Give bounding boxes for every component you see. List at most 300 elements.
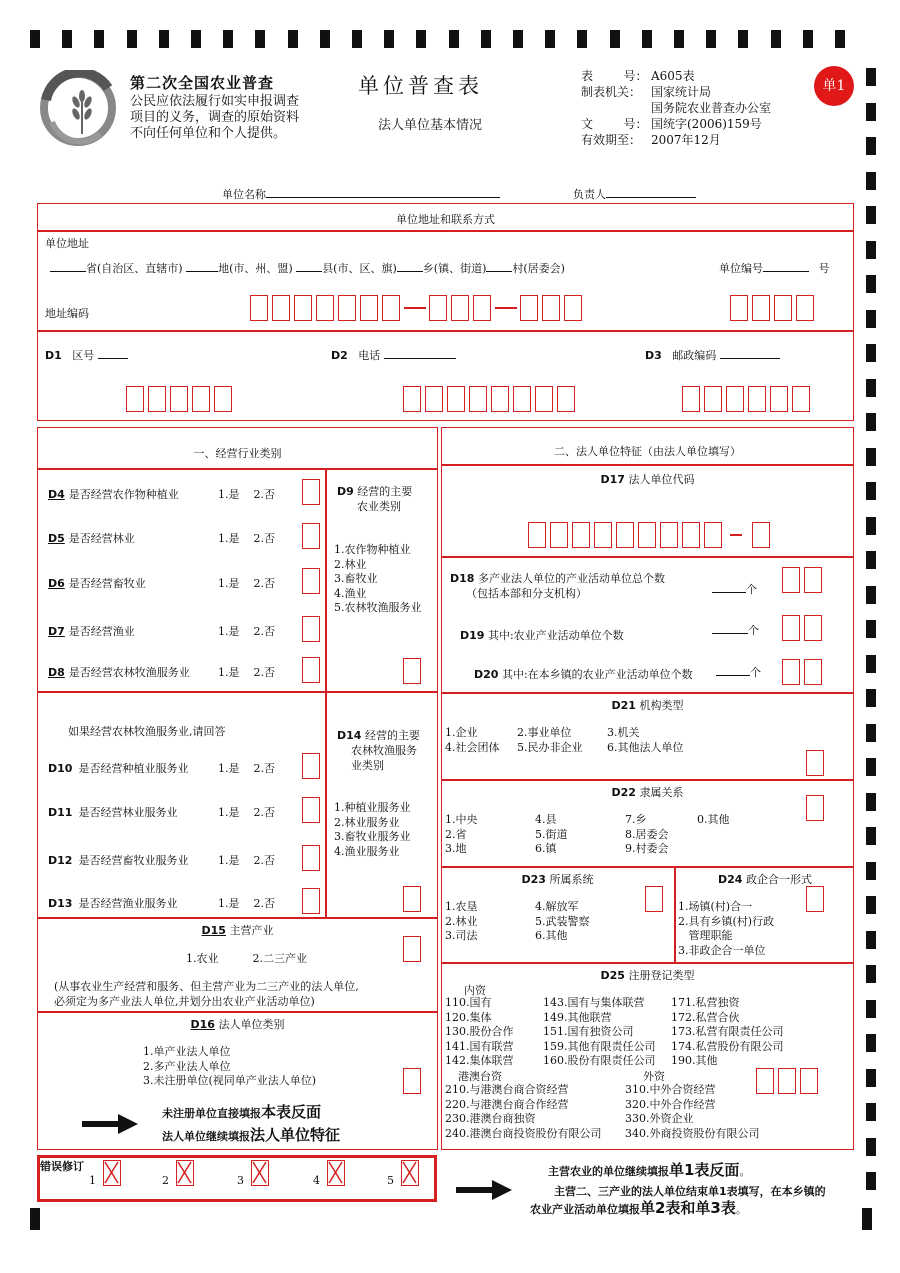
notice-line: 不向任何单位和个人提供。 bbox=[130, 126, 287, 141]
d22-code: D22 bbox=[611, 786, 636, 799]
d19-row bbox=[460, 627, 624, 643]
question-row bbox=[48, 852, 188, 868]
d22-option: 5.街道 bbox=[535, 827, 568, 841]
phone-cells[interactable] bbox=[403, 386, 579, 412]
form-subtitle: 法人单位基本情况 bbox=[378, 118, 483, 133]
d16-option: 3.未注册单位(视同单产业法人单位) bbox=[143, 1074, 317, 1087]
d16-option: 1.单产业法人单位 bbox=[143, 1045, 231, 1058]
option-yes: 1.是 bbox=[218, 806, 240, 819]
head-label: 负责人 bbox=[573, 188, 606, 201]
d23-option: 3.司法 bbox=[445, 929, 478, 942]
entity-code-cells[interactable] bbox=[528, 522, 774, 548]
option-yes: 1.是 bbox=[218, 854, 240, 867]
d25-domestic-row bbox=[445, 1011, 784, 1026]
d23-option: 4.解放军 bbox=[535, 900, 579, 913]
timing-mark bbox=[866, 482, 876, 500]
d21-option: 5.民办非企业 bbox=[517, 740, 583, 754]
d22-label: 隶属关系 bbox=[639, 786, 684, 799]
d25-option: 151.国有独资公司 bbox=[543, 1025, 634, 1038]
question-code: D7 bbox=[48, 625, 65, 638]
timing-mark bbox=[449, 30, 459, 48]
d14-title-line: 农林牧渔服务 bbox=[351, 744, 417, 757]
d25-option: 190.其他 bbox=[671, 1054, 718, 1067]
address-code-label: 地址编码 bbox=[45, 307, 89, 320]
timing-mark bbox=[513, 30, 523, 48]
d2-row bbox=[331, 347, 456, 363]
meta-label: 文 号： bbox=[581, 117, 648, 131]
d20-row bbox=[474, 666, 693, 682]
question-code: D5 bbox=[48, 532, 65, 545]
d25-option: 142.集体联营 bbox=[445, 1054, 514, 1067]
d14-option: 1.种植业服务业 bbox=[334, 801, 411, 814]
option-yes: 1.是 bbox=[218, 532, 240, 545]
option-no: 2.否 bbox=[253, 666, 275, 679]
option-yes: 1.是 bbox=[218, 666, 240, 679]
address-label: 单位地址 bbox=[45, 237, 89, 250]
d9-options bbox=[334, 543, 422, 616]
d25-domestic-label: 内资 bbox=[464, 984, 486, 997]
head-field[interactable] bbox=[606, 197, 696, 198]
d24-option: 管理职能 bbox=[678, 929, 733, 942]
timing-mark bbox=[352, 30, 362, 48]
timing-mark bbox=[866, 586, 876, 604]
d24-code: D24 bbox=[718, 873, 743, 886]
question-text: 是否经营畜牧业 bbox=[68, 577, 146, 590]
d22-option: 7.乡 bbox=[625, 813, 647, 826]
d23-label: 所属系统 bbox=[549, 873, 594, 886]
footer-line3-big: 单2表和单3表 bbox=[640, 1199, 736, 1217]
question-text: 是否经营种植业服务业 bbox=[78, 762, 189, 775]
d16-answer-box[interactable] bbox=[403, 1068, 421, 1094]
instr1-big: 本表反面 bbox=[261, 1103, 322, 1121]
timing-mark bbox=[159, 30, 169, 48]
meta-value: 2007年12月 bbox=[651, 133, 721, 147]
timing-mark bbox=[577, 30, 587, 48]
d23-answer-box[interactable] bbox=[645, 886, 663, 912]
timing-mark bbox=[866, 620, 876, 638]
d1-code: D1 bbox=[45, 349, 62, 362]
d14-title-line: 业类别 bbox=[351, 759, 384, 772]
unit-name-field[interactable] bbox=[266, 197, 500, 198]
d18-text: 多产业法人单位的产业活动单位总个数 bbox=[477, 572, 665, 585]
confidentiality-notice bbox=[130, 94, 299, 142]
d9-option: 3.畜牧业 bbox=[334, 572, 378, 585]
option-no: 2.否 bbox=[253, 625, 275, 638]
question-answer-box[interactable] bbox=[302, 753, 320, 779]
d25-option: 171.私营独资 bbox=[671, 996, 740, 1009]
question-text: 是否经营林业 bbox=[68, 532, 135, 545]
meta-label: 表 号： bbox=[581, 69, 648, 83]
d25-option: 159.其他有限责任公司 bbox=[543, 1039, 656, 1053]
d3-row bbox=[645, 347, 780, 363]
d15-note-line: 必须定为多产业法人单位,并划分出农业产业活动单位) bbox=[54, 995, 315, 1008]
form-title: 单位普查表 bbox=[358, 74, 483, 98]
d22-option: 6.镇 bbox=[535, 842, 557, 855]
d21-label: 机构类型 bbox=[639, 699, 684, 712]
timing-mark bbox=[416, 30, 426, 48]
d15-option: 2.二三产业 bbox=[252, 952, 307, 965]
yes-no-options bbox=[218, 575, 275, 591]
d25-other-row bbox=[445, 1083, 760, 1098]
meta-value: 国统字(2006)159号 bbox=[651, 117, 762, 131]
question-row bbox=[48, 895, 177, 911]
form-badge bbox=[814, 66, 854, 106]
footer-line1-end: 。 bbox=[739, 1165, 751, 1178]
addr-part-county: 县(市、区、旗) bbox=[322, 262, 397, 275]
d15-code: D15 bbox=[201, 924, 226, 937]
d25-option: 141.国有联营 bbox=[445, 1039, 514, 1053]
d2-label: 电话 bbox=[358, 349, 381, 362]
d25-domestic-row bbox=[445, 1040, 784, 1055]
timing-mark bbox=[320, 30, 330, 48]
d22-option: 1.中央 bbox=[445, 813, 478, 826]
footer-arrow-icon bbox=[456, 1178, 512, 1205]
d23-code: D23 bbox=[521, 873, 546, 886]
d21-options bbox=[445, 726, 684, 755]
d19-code: D19 bbox=[460, 629, 485, 642]
d16-options bbox=[143, 1045, 316, 1089]
d18-unit-label: 个 bbox=[746, 583, 757, 596]
address-code-cells[interactable] bbox=[250, 295, 586, 321]
timing-mark bbox=[866, 206, 876, 224]
d22-title bbox=[441, 784, 854, 800]
d24-answer-box[interactable] bbox=[806, 886, 824, 912]
timing-mark bbox=[255, 30, 265, 48]
d2-code: D2 bbox=[331, 349, 348, 362]
yes-no-options bbox=[218, 664, 275, 680]
d23-option: 2.林业 bbox=[445, 914, 478, 928]
timing-mark bbox=[866, 344, 876, 362]
error-checkbox[interactable] bbox=[103, 1160, 121, 1186]
d25-option: 172.私营合伙 bbox=[671, 1010, 740, 1024]
yes-no-options bbox=[218, 486, 275, 502]
option-yes: 1.是 bbox=[218, 897, 240, 910]
timing-mark bbox=[866, 1000, 876, 1018]
timing-mark bbox=[866, 103, 876, 121]
timing-mark bbox=[866, 758, 876, 776]
meta-value: 国务院农业普查办公室 bbox=[651, 101, 772, 115]
addr-part-city: 地(市、州、盟) bbox=[218, 262, 293, 275]
d25-title bbox=[441, 967, 854, 983]
d14-code: D14 bbox=[337, 729, 362, 742]
legal-section-note: （由法人单位填写） bbox=[642, 445, 741, 458]
timing-mark bbox=[610, 30, 620, 48]
d25-option: 143.国有与集体联营 bbox=[543, 996, 645, 1009]
address-parts bbox=[50, 260, 565, 276]
d24-option: 3.非政企合一单位 bbox=[678, 943, 766, 957]
question-answer-box[interactable] bbox=[302, 479, 320, 505]
timing-mark bbox=[866, 1069, 876, 1087]
d18-row bbox=[450, 571, 665, 601]
question-code: D4 bbox=[48, 488, 65, 501]
d14-answer-box[interactable] bbox=[403, 886, 421, 912]
timing-mark bbox=[866, 896, 876, 914]
question-text: 是否经营农林牧渔服务业 bbox=[68, 666, 190, 679]
d25-option: 173.私营有限责任公司 bbox=[671, 1025, 784, 1038]
timing-mark bbox=[866, 931, 876, 949]
footer-line1-small: 主营农业的单位继续填报 bbox=[548, 1165, 669, 1178]
postcode-cells[interactable] bbox=[682, 386, 814, 412]
census-title: 第二次全国农业普查 bbox=[130, 74, 275, 92]
d24-options bbox=[678, 900, 774, 958]
yes-no-options bbox=[218, 895, 275, 911]
yes-no-options bbox=[218, 804, 275, 820]
d3-label: 邮政编码 bbox=[672, 349, 717, 362]
d15-answer-box[interactable] bbox=[403, 936, 421, 962]
question-answer-box[interactable] bbox=[302, 616, 320, 642]
timing-mark bbox=[866, 379, 876, 397]
instruction-line-2 bbox=[162, 1124, 340, 1145]
question-answer-box[interactable] bbox=[302, 523, 320, 549]
d15-note-line: (从事农业生产经营和服务、但主营产业为二三产业的法人单位, bbox=[54, 980, 359, 993]
d16-title bbox=[37, 1016, 438, 1032]
d19-text: 其中:农业产业活动单位个数 bbox=[487, 629, 624, 642]
meta-value: 国家统计局 bbox=[651, 85, 712, 99]
question-answer-box[interactable] bbox=[302, 657, 320, 683]
head-row bbox=[573, 186, 696, 202]
d25-domestic-row bbox=[445, 996, 784, 1011]
question-text: 是否经营畜牧业服务业 bbox=[78, 854, 189, 867]
d21-title bbox=[441, 697, 854, 713]
d23-option: 6.其他 bbox=[535, 929, 568, 942]
area-code-cells[interactable] bbox=[126, 386, 236, 412]
unit-name-label: 单位名称 bbox=[222, 188, 266, 201]
timing-mark bbox=[866, 655, 876, 673]
error-number: 2 bbox=[162, 1174, 169, 1187]
d25-option: 110.国有 bbox=[445, 996, 492, 1009]
timing-mark bbox=[803, 30, 813, 48]
timing-mark bbox=[866, 827, 876, 845]
timing-mark bbox=[866, 310, 876, 328]
d1-row bbox=[45, 347, 128, 363]
d14-title-line: 经营的主要 bbox=[364, 729, 420, 742]
arrow-icon bbox=[82, 1112, 138, 1139]
timing-mark bbox=[384, 30, 394, 48]
d9-option: 4.渔业 bbox=[334, 586, 367, 600]
d18-code: D18 bbox=[450, 572, 475, 585]
d3-code: D3 bbox=[645, 349, 662, 362]
d15-label: 主营产业 bbox=[229, 924, 274, 937]
question-row bbox=[48, 804, 177, 820]
question-text: 是否经营渔业服务业 bbox=[78, 897, 178, 910]
error-checkbox[interactable] bbox=[327, 1160, 345, 1186]
d16-option: 2.多产业法人单位 bbox=[143, 1059, 231, 1073]
d16-label: 法人单位类别 bbox=[218, 1018, 285, 1031]
footer-line-1 bbox=[548, 1159, 750, 1180]
option-yes: 1.是 bbox=[218, 488, 240, 501]
d20-unit-label: 个 bbox=[750, 666, 761, 679]
option-yes: 1.是 bbox=[218, 762, 240, 775]
census-logo bbox=[38, 70, 124, 146]
d22-option: 0.其他 bbox=[697, 813, 730, 826]
d16-code: D16 bbox=[190, 1018, 215, 1031]
d14-options bbox=[334, 801, 411, 859]
d25-option: 160.股份有限责任公司 bbox=[543, 1054, 656, 1067]
timing-mark bbox=[481, 30, 491, 48]
unit-number-suffix: 号 bbox=[818, 262, 830, 275]
d25-cells[interactable] bbox=[756, 1068, 822, 1094]
timing-mark bbox=[866, 551, 876, 569]
legal-section-title-text: 二、法人单位特征 bbox=[554, 445, 642, 458]
d25-other-row bbox=[445, 1127, 760, 1142]
d19-cells[interactable] bbox=[782, 615, 826, 641]
question-code: D12 bbox=[48, 854, 73, 867]
timing-mark bbox=[866, 68, 876, 86]
legal-section-title bbox=[441, 443, 854, 459]
d21-option: 3.机关 bbox=[607, 726, 640, 739]
timing-mark bbox=[866, 1138, 876, 1156]
timing-mark bbox=[866, 1103, 876, 1121]
d19-unit-label: 个 bbox=[748, 624, 759, 637]
d25-option: 240.港澳台商投资股份有限公司 bbox=[445, 1126, 602, 1140]
d18-sub: （包括本部和分支机构） bbox=[466, 587, 587, 600]
d21-answer-box[interactable] bbox=[806, 750, 824, 776]
error-checkbox[interactable] bbox=[176, 1160, 194, 1186]
question-text: 是否经营林业服务业 bbox=[78, 806, 178, 819]
unit-number-label: 单位编号 bbox=[719, 262, 763, 275]
d19-unit bbox=[712, 622, 759, 638]
d20-unit bbox=[716, 664, 761, 680]
footer-line3-end: 。 bbox=[735, 1203, 747, 1216]
footer-line1-big: 单1表反面 bbox=[669, 1161, 740, 1179]
d1-label: 区号 bbox=[72, 349, 95, 362]
addr-part-town: 乡(镇、街道) bbox=[422, 262, 487, 275]
error-number: 5 bbox=[387, 1174, 394, 1187]
d20-text: 其中:在本乡镇的农业产业活动单位个数 bbox=[501, 668, 693, 681]
d17-label: 法人单位代码 bbox=[628, 473, 695, 486]
yes-no-options bbox=[218, 852, 275, 868]
timing-mark bbox=[866, 1172, 876, 1190]
question-row bbox=[48, 664, 190, 680]
notice-line: 公民应依法履行如实申报调查 bbox=[130, 94, 300, 109]
timing-mark bbox=[866, 413, 876, 431]
notice-line: 项目的义务，调查的原始资料 bbox=[130, 110, 300, 125]
question-answer-box[interactable] bbox=[302, 797, 320, 823]
error-checkbox[interactable] bbox=[401, 1160, 419, 1186]
yes-no-options bbox=[218, 760, 275, 776]
timing-mark bbox=[191, 30, 201, 48]
d23-option: 1.农垦 bbox=[445, 900, 478, 913]
yes-no-options bbox=[218, 530, 275, 546]
d22-option: 9.村委会 bbox=[625, 842, 669, 855]
d25-other-list bbox=[445, 1083, 760, 1141]
d14-title bbox=[337, 728, 420, 773]
question-code: D13 bbox=[48, 897, 73, 910]
d25-other-row bbox=[445, 1098, 760, 1113]
d9-option: 1.农作物种植业 bbox=[334, 543, 411, 556]
addr-part-village: 村(居委会) bbox=[512, 262, 565, 275]
question-answer-box[interactable] bbox=[302, 888, 320, 914]
d24-option: 2.具有乡镇(村)行政 bbox=[678, 914, 775, 928]
meta-label: 制表机关： bbox=[581, 85, 642, 99]
d15-options bbox=[186, 950, 307, 966]
d14-option: 3.畜牧业服务业 bbox=[334, 830, 411, 843]
timing-mark-left-1 bbox=[30, 1208, 40, 1230]
d18-cells[interactable] bbox=[782, 567, 826, 593]
option-no: 2.否 bbox=[253, 806, 275, 819]
instr2-big: 法人单位特征 bbox=[250, 1126, 341, 1144]
option-no: 2.否 bbox=[253, 762, 275, 775]
d21-code: D21 bbox=[611, 699, 636, 712]
d23-options bbox=[445, 900, 590, 944]
option-no: 2.否 bbox=[253, 854, 275, 867]
timing-mark bbox=[223, 30, 233, 48]
d9-option: 5.农林牧渔服务业 bbox=[334, 601, 422, 614]
option-no: 2.否 bbox=[253, 488, 275, 501]
d15-option: 1.农业 bbox=[186, 952, 219, 965]
question-row bbox=[48, 486, 179, 502]
d9-title bbox=[337, 484, 412, 514]
question-row bbox=[48, 760, 188, 776]
d24-label: 政企合一形式 bbox=[745, 873, 812, 886]
d22-option: 3.地 bbox=[445, 842, 467, 855]
option-yes: 1.是 bbox=[218, 577, 240, 590]
option-no: 2.否 bbox=[253, 897, 275, 910]
footer-line-2: 主营二、三产业的法人单位结束单1表填写，在本乡镇的 bbox=[554, 1185, 826, 1198]
unit-number bbox=[719, 260, 830, 276]
d25-option: 220.与港澳台商合作经营 bbox=[445, 1097, 569, 1111]
question-answer-box[interactable] bbox=[302, 568, 320, 594]
question-code: D10 bbox=[48, 762, 73, 775]
d21-option: 6.其他法人单位 bbox=[607, 740, 684, 754]
d9-title-line: 农业类别 bbox=[357, 500, 401, 513]
timing-mark bbox=[674, 30, 684, 48]
d22-option: 4.县 bbox=[535, 813, 557, 826]
d9-answer-box[interactable] bbox=[403, 658, 421, 684]
d25-domestic-row bbox=[445, 1054, 784, 1069]
question-row bbox=[48, 623, 135, 639]
question-row bbox=[48, 530, 135, 546]
timing-mark bbox=[835, 30, 845, 48]
question-row bbox=[48, 575, 146, 591]
d20-cells[interactable] bbox=[782, 659, 826, 685]
d22-option: 2.省 bbox=[445, 827, 467, 841]
meta-label: 有效期至： bbox=[581, 133, 642, 147]
option-no: 2.否 bbox=[253, 577, 275, 590]
d21-option: 4.社会团体 bbox=[445, 740, 500, 754]
timing-mark bbox=[642, 30, 652, 48]
timing-mark bbox=[866, 172, 876, 190]
question-text: 是否经营农作物种植业 bbox=[68, 488, 179, 501]
error-checkbox[interactable] bbox=[251, 1160, 269, 1186]
unit-number-cells[interactable] bbox=[730, 295, 818, 321]
error-number: 1 bbox=[89, 1174, 96, 1187]
d25-option: 340.外商投资股份有限公司 bbox=[625, 1126, 760, 1140]
question-code: D8 bbox=[48, 666, 65, 679]
d21-option: 2.事业单位 bbox=[517, 726, 572, 739]
form-meta bbox=[581, 68, 771, 148]
yes-no-options bbox=[218, 623, 275, 639]
d22-answer-box[interactable] bbox=[806, 795, 824, 821]
footer-line3-small: 农业产业活动单位填报 bbox=[530, 1203, 640, 1216]
instruction-line-1 bbox=[162, 1101, 321, 1122]
timing-mark bbox=[866, 793, 876, 811]
timing-mark bbox=[30, 30, 40, 48]
timing-mark bbox=[866, 275, 876, 293]
question-code: D11 bbox=[48, 806, 73, 819]
option-yes: 1.是 bbox=[218, 625, 240, 638]
address-title: 单位地址和联系方式 bbox=[396, 213, 495, 226]
d25-option: 330.外资企业 bbox=[625, 1112, 694, 1125]
d25-option: 210.与港澳台商合资经营 bbox=[445, 1083, 569, 1096]
d25-domestic-list bbox=[445, 996, 784, 1069]
question-answer-box[interactable] bbox=[302, 845, 320, 871]
timing-mark bbox=[288, 30, 298, 48]
option-no: 2.否 bbox=[253, 532, 275, 545]
timing-mark bbox=[866, 724, 876, 742]
timing-mark bbox=[738, 30, 748, 48]
d25-hmt-label: 港澳台资 bbox=[458, 1070, 502, 1083]
